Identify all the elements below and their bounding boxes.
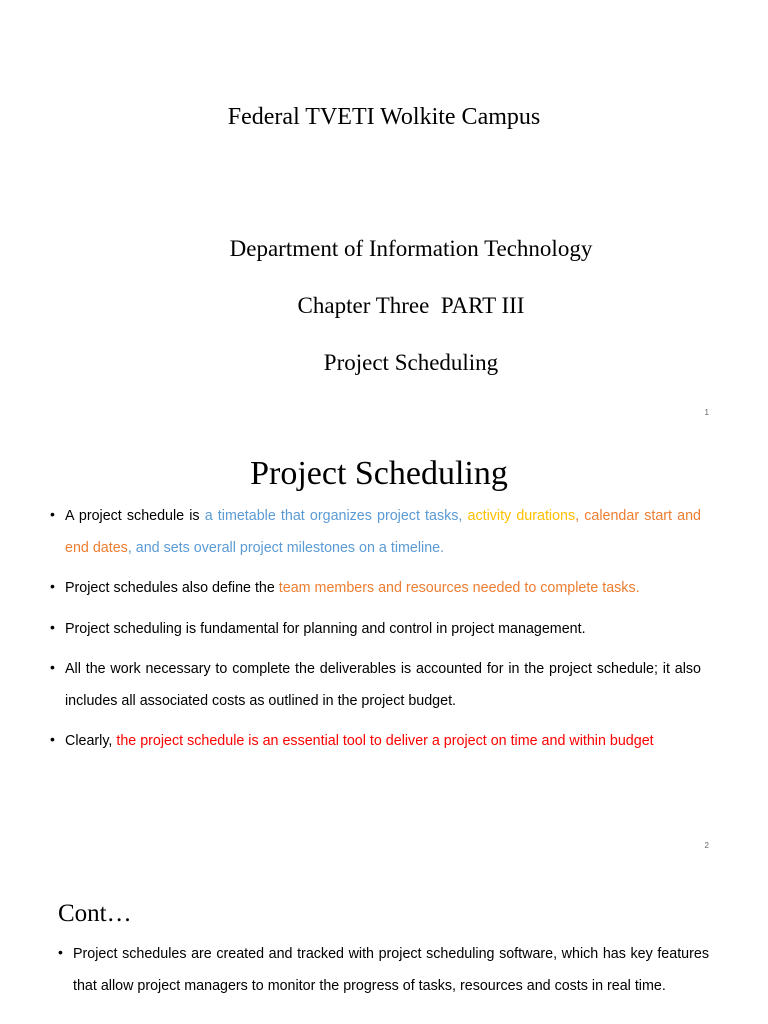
bullet-text-segment: team members and resources needed to complete tasks.: [278, 580, 640, 596]
bullet-text-segment: a timetable that organizes project tasks,: [204, 508, 468, 524]
slide-1: [0, 0, 768, 430]
page-number: 1: [704, 408, 709, 417]
bullet-item: [50, 501, 701, 564]
bullet-item: [50, 573, 701, 605]
bullet-text-segment: Clearly,: [65, 733, 117, 749]
bullet-text-segment: Project schedules are created and tracked with project scheduling software, which has key features that allow project managers to monitor the progress of tasks, resources and costs in real time.: [73, 946, 709, 994]
bullet-text-segment: Project schedules also define the: [65, 580, 279, 596]
bullet-item: [50, 654, 701, 717]
slide-2: [0, 430, 768, 860]
bullet-item: [50, 614, 701, 646]
bullet-item: [58, 939, 709, 1002]
topic-title: Project Scheduling: [323, 350, 499, 375]
page-number: 2: [704, 841, 709, 850]
bullet-item: [50, 726, 701, 758]
bullet-list: [50, 501, 701, 767]
bullet-text-segment: Project scheduling is fundamental for planning and control in project management.: [65, 620, 586, 637]
bullet-text-segment: , and sets overall project milestones on a timeline.: [127, 539, 445, 556]
institution-title: Federal TVETI Wolkite Campus: [227, 104, 541, 130]
chapter-title: Chapter Three PART III: [297, 293, 525, 318]
bullet-text-segment: activity durations: [467, 508, 576, 524]
slide-title: Project Scheduling: [250, 455, 508, 492]
slide-title: Cont…: [58, 900, 132, 927]
bullet-text-segment: , calendar start and end dates: [65, 508, 702, 556]
bullet-text-segment: A project schedule is: [65, 508, 205, 524]
department-title: Department of Information Technology: [229, 236, 593, 261]
bullet-text-segment: the project schedule is an essential tool to deliver a project on time and within budget: [116, 733, 654, 749]
bullet-text-segment: All the work necessary to complete the deliverables is accounted for in the project schedule; it also includes all associated costs as outlined in the project budget.: [65, 661, 701, 709]
bullet-list: [58, 939, 709, 1011]
slide-3: [0, 860, 768, 1024]
